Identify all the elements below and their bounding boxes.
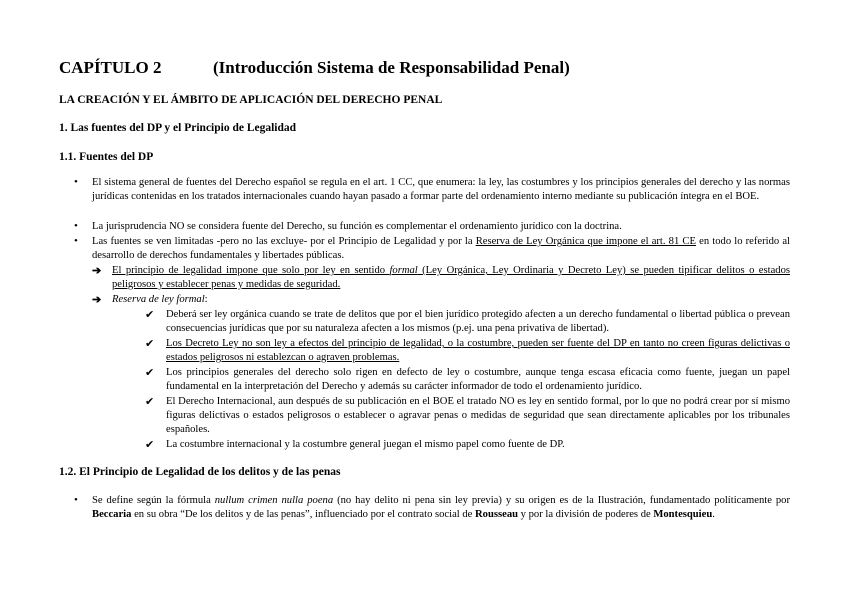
bullet-icon: • <box>74 220 78 232</box>
check-organic-law: Deberá ser ley orgánica cuando se trate de delitos que por el bien jurídico protegido afecten a un derecho fundamental o libertad pública o prevean consecuencias jurídicas que por su naturaleza afecten a los mismos (p.ej. una pena privativa de libertad). <box>166 309 790 334</box>
checkmark-icon: ✔ <box>145 338 155 350</box>
text-run: en su obra “De los delitos y de las penas”, influenciado por el contrato social de <box>131 508 476 520</box>
arrow-right-icon: ➔ <box>92 294 102 306</box>
section-1-2-heading: 1.2. El Principio de Legalidad de los delitos y de las penas <box>59 466 341 478</box>
text-run: El principio de legalidad impone que solo por ley en sentido <box>112 265 390 276</box>
text-run: en todo lo referido al desarrollo de derechos fundamentales y libertades públicas. <box>92 236 790 261</box>
bullet-icon: • <box>74 235 78 247</box>
text-run: Se define según la fórmula <box>92 495 215 506</box>
bullet-icon: • <box>74 176 78 188</box>
bullet-jurisprudence: La jurisprudencia NO se considera fuente del Derecho, su función es complementar el ordenamiento jurídico con la doctrina. <box>92 221 622 232</box>
formal-law-reserve-item <box>112 293 790 307</box>
check-general-principles: Los principios generales del derecho solo rigen en defecto de ley o costumbre, aunque tenga escasa eficacia como fuente, juegan un papel fundamental en la interpretación del Derecho y además su carácter informador de todo el ordenamiento jurídico. <box>166 367 790 392</box>
text-run: Las fuentes se ven limitadas -pero no las excluye- por el Principio de Legalidad y por la <box>92 236 476 247</box>
chapter-title <box>59 58 570 78</box>
bullet-legality-definition <box>92 494 790 522</box>
text-italic: nullum crimen nulla poena <box>214 495 334 506</box>
checkmark-icon: ✔ <box>145 439 155 451</box>
text-bold: Rousseau <box>475 508 519 520</box>
bullet-sources-system: El sistema general de fuentes del Derecho español se regula en el art. 1 CC, que enumera: la ley, las costumbres y los principios generales del derecho y las normas jurídicas contenidas en los tratados internacionales cuando hayan pasado a formar parte del ordenamiento interno mediante su publicación íntegra en el BOE. <box>92 177 790 202</box>
main-heading: LA CREACIÓN Y EL ÁMBITO DE APLICACIÓN DEL DERECHO PENAL <box>59 94 443 106</box>
checkmark-icon: ✔ <box>145 309 155 321</box>
checkmark-icon: ✔ <box>145 396 155 408</box>
text-run: (Ley Orgánica, Ley Ordinaria y Decreto Ley) se pueden tipificar delitos o estados peligrosos y establecer penas y medidas de seguridad. <box>112 265 790 290</box>
check-international-custom: La costumbre internacional y la costumbre general juegan el mismo papel como fuente de DP. <box>166 439 565 450</box>
chapter-subtitle: (Introducción Sistema de Responsabilidad Penal) <box>213 58 570 77</box>
arrow-right-icon: ➔ <box>92 265 102 277</box>
text-run: (no hay delito ni pena sin ley previa) y su origen es de la Ilustración, fundamentado políticamente por <box>333 495 790 506</box>
chapter-label: CAPÍTULO 2 <box>59 58 162 77</box>
section-1-1-heading: 1.1. Fuentes del DP <box>59 151 154 163</box>
text-run: y por la división de poderes de <box>518 508 654 520</box>
organic-law-reserve-text: Reserva de Ley Orgánica que impone el art. 81 CE <box>475 236 696 247</box>
checkmark-icon: ✔ <box>145 367 155 379</box>
check-decree-law: Los Decreto Ley no son ley a efectos del principio de legalidad, o la costumbre, pueden ser fuente del DP en tanto no creen figuras delictivas o estados peligrosos ni establezcan o agraven problemas. <box>166 338 790 363</box>
bullet-icon: • <box>74 494 78 506</box>
text-run: . <box>712 508 715 520</box>
section-1-heading: 1. Las fuentes del DP y el Principio de Legalidad <box>59 122 297 134</box>
check-international-law: El Derecho Internacional, aun después de su publicación en el BOE el tratado NO es ley en sentido formal, por lo que no podrá crear por sí mismo figuras delictivas o estados peligrosos o establecer o agravar penas o medidas de seguridad que sean directamente aplicables por los tribunales españoles. <box>166 396 790 435</box>
legality-principle-item <box>112 264 790 292</box>
text-run: : <box>204 294 208 305</box>
text-italic: Reserva de ley formal <box>112 294 205 305</box>
text-bold: Montesquieu <box>653 508 713 520</box>
bullet-sources-limited <box>92 235 790 263</box>
text-italic: formal <box>389 265 418 276</box>
text-bold: Beccaria <box>92 508 132 520</box>
